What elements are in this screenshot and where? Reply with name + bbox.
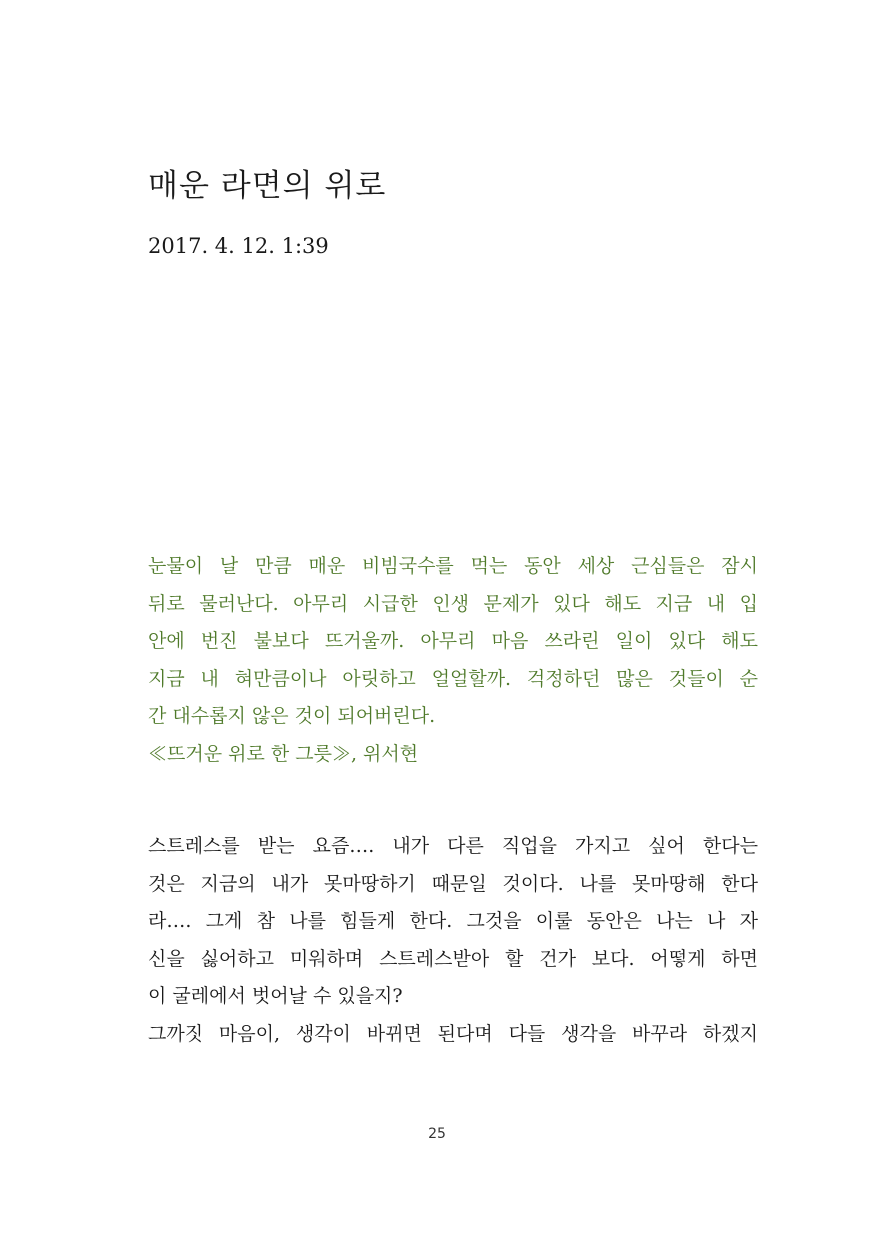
body-line: 이 굴레에서 벗어날 수 있을지? — [148, 985, 403, 1007]
quote-line: 뒤로 물러난다. 아무리 시급한 인생 문제가 있다 해도 지금 내 입 — [148, 592, 758, 615]
quote-line: 안에 번진 불보다 뜨거울까. 아무리 마음 쓰라린 일이 있다 해도 — [148, 630, 758, 652]
quote-block — [148, 548, 758, 773]
body-line: 스트레스를 받는 요즘…. 내가 다른 직업을 가지고 싶어 한다는 — [148, 835, 758, 857]
body-line: 신을 싫어하고 미워하며 스트레스받아 할 건가 보다. 어떻게 하면 — [148, 947, 758, 970]
quote-source: ≪뜨거운 위로 한 그릇≫, 위서현 — [148, 742, 419, 765]
body-line: 것은 지금의 내가 못마땅하기 때문일 것이다. 나를 못마땅해 한다 — [148, 872, 758, 895]
quote-line: 간 대수롭지 않은 것이 되어버린다. — [148, 705, 436, 727]
page-number: 25 — [428, 1126, 446, 1142]
body-line: 라…. 그게 참 나를 힘들게 한다. 그것을 이룰 동안은 나는 나 자 — [148, 910, 758, 932]
page-title: 매운 라면의 위로 — [148, 168, 387, 204]
body-paragraph — [148, 828, 758, 1053]
body-line: 그까짓 마음이, 생각이 바뀌면 된다며 다들 생각을 바꾸라 하겠지 — [148, 1022, 758, 1045]
post-date: 2017. 4. 12. 1:39 — [148, 234, 329, 258]
quote-line: 지금 내 혀만큼이나 아릿하고 얼얼할까. 걱정하던 많은 것들이 순 — [148, 667, 758, 690]
quote-line: 눈물이 날 만큼 매운 비빔국수를 먹는 동안 세상 근심들은 잠시 — [148, 555, 758, 577]
